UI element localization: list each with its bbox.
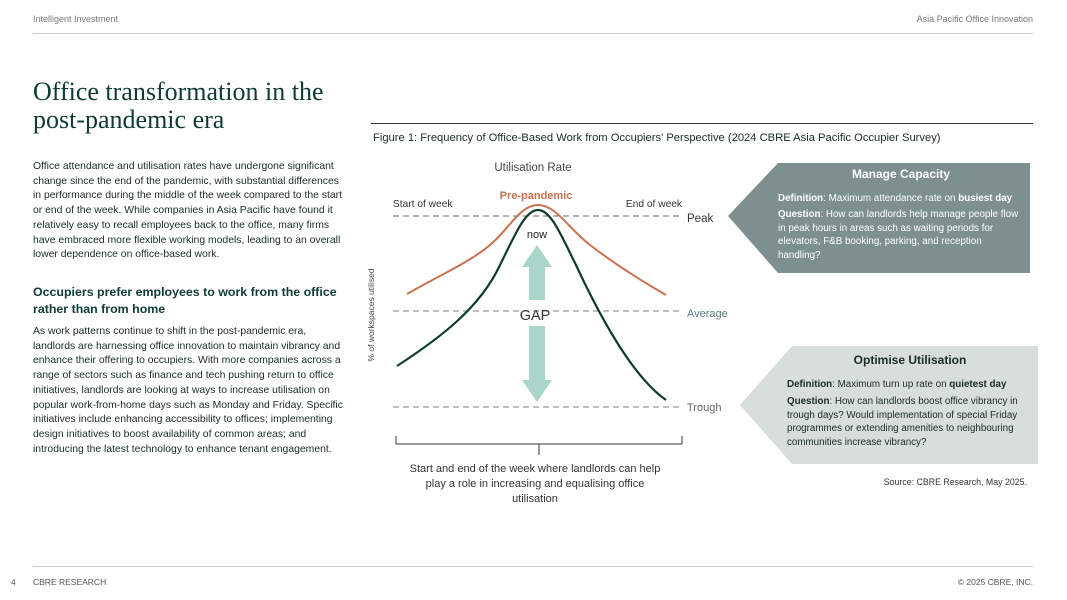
manage-capacity-title: Manage Capacity <box>851 167 951 181</box>
header-right: Asia Pacific Office Innovation <box>916 14 1033 24</box>
average-label: Average <box>687 308 728 320</box>
peak-label: Peak <box>687 213 714 225</box>
subheading: Occupiers prefer employees to work from the office rather than from home <box>33 285 337 316</box>
manage-capacity-definition: Definition: Maximum attendance rate on busiest day <box>778 193 1013 204</box>
footer-copyright: © 2025 CBRE, INC. <box>957 577 1033 587</box>
figure-source: Source: CBRE Research, May 2025. <box>883 477 1027 487</box>
page-number: 4 <box>11 577 16 587</box>
footer-brand: CBRE RESEARCH <box>33 577 107 587</box>
optimise-utilisation-definition: Definition: Maximum turn up rate on quietest day <box>787 379 1007 390</box>
pre-pandemic-label: Pre-pandemic <box>499 190 573 202</box>
bottom-caption: Start and end of the week where landlords can help play a role in increasing and equalising office utilisation <box>409 463 661 505</box>
gap-arrow-up <box>522 245 552 300</box>
figure-title: Figure 1: Frequency of Office-Based Work from Occupiers' Perspective (2024 CBRE Asia Pacific Occupier Survey) <box>373 132 941 144</box>
page-title: Office transformation in the post-pandemic era <box>33 77 324 134</box>
manage-capacity-question: Question: How can landlords help manage people flow in peak hours in areas such as waiting periods for elevators, F&B booking, parking, and reception handling? <box>778 209 1019 261</box>
start-of-week-label: Start of week <box>393 199 453 210</box>
footer-divider <box>33 566 1033 567</box>
optimise-utilisation-question: Question: How can landlords boost office vibrancy in trough days? Would implementation of special Friday programmes or extending amenities to neighbouring communities increase vibrancy? <box>787 396 1018 448</box>
intro-paragraph: Office attendance and utilisation rates have undergone significant change since the end of the pandemic, with substantial differences in performance during the middle of the week compared to the start or end of the week. While companies in Asia Pacific have found it relatively easy to recall employees back to the office, many firms have embraced more flexible working models, leading to an overall lower dependence on office-based work. <box>33 161 342 261</box>
end-of-week-label: End of week <box>625 199 682 210</box>
utilisation-rate-label: Utilisation Rate <box>494 162 572 174</box>
optimise-utilisation-title: Optimise Utilisation <box>853 353 967 367</box>
trough-label: Trough <box>687 402 722 414</box>
y-axis-label: % of workspaces utilised <box>366 268 376 362</box>
header-left: Intelligent Investment <box>33 14 119 24</box>
gap-arrow-down <box>522 326 552 402</box>
gap-label: GAP <box>519 308 551 324</box>
now-label: now <box>526 229 548 241</box>
second-paragraph: As work patterns continue to shift in the post-pandemic era, landlords are harnessing office innovation to maintain vibrancy and enhance their offering to occupiers. With more companies across a range of sectors such as finance and tech pushing return to office initiatives, landlords are looking at ways to increase utilisation on popular work-from-home days such as Monday and Friday. Specific initiatives include enhancing accessibility to offices; implementing design initiatives to boost availability of common areas; and introducing the latest technology to enhance tenant engagement. <box>33 326 343 455</box>
